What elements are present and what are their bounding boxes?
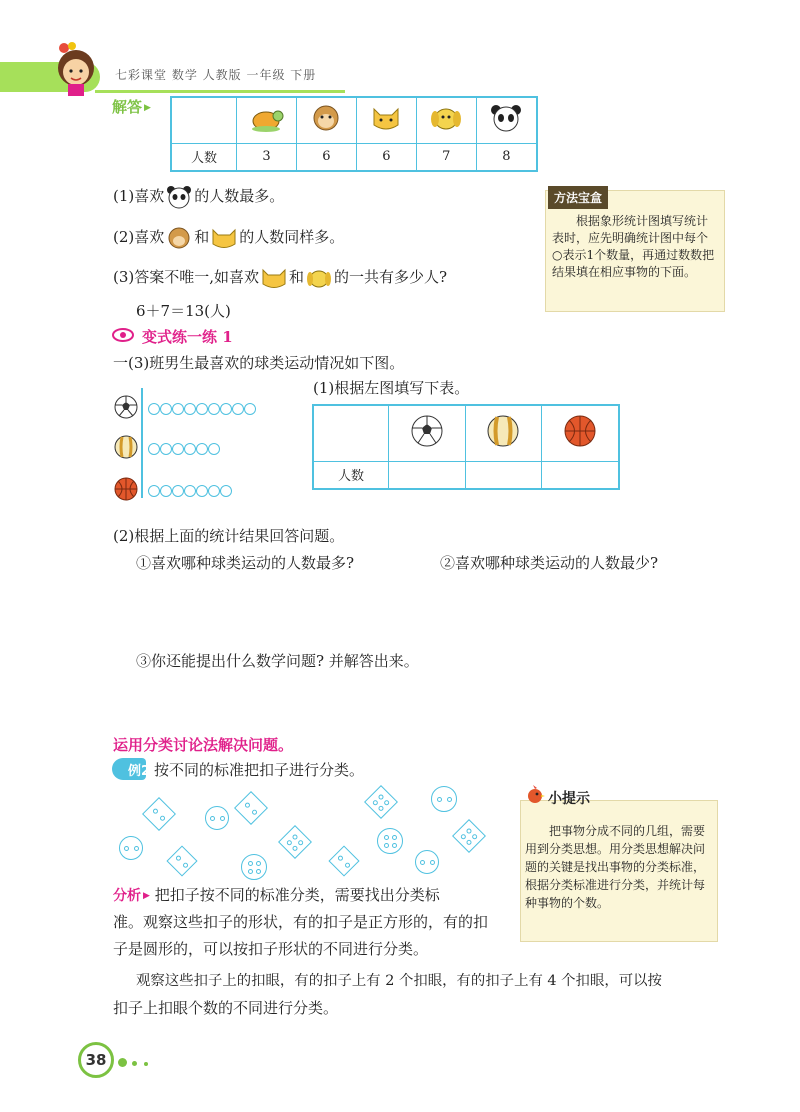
answer-q2: [113, 226, 344, 250]
tip-text: 把事物分成不同的几组，需要用到分类思想。用分类思想解决问题的关键是找出事物的分类标准，根据分类标准进行分类，并统计每种事物的个数。: [525, 824, 706, 910]
header-title: 七彩课堂 数学 人教版 一年级 下册: [115, 68, 317, 82]
page-dot: [118, 1058, 127, 1067]
pictograph-circle: [232, 403, 244, 415]
practice-question-c: ③你还能提出什么数学问题? 并解答出来。: [136, 652, 419, 670]
panda-icon: [164, 185, 194, 209]
square-button-2-holes: [328, 845, 359, 876]
pictograph-circle: [184, 443, 196, 455]
answer-table: [170, 96, 538, 172]
pictograph-circle: [184, 403, 196, 415]
practice-ball-cell: [542, 405, 620, 461]
analysis-line-3: 子是圆形的，可以按扣子形状的不同进行分类。: [113, 940, 429, 958]
pictograph-circle: [184, 485, 196, 497]
q2-suffix: 的人数同样多。: [239, 228, 345, 246]
basketball-icon: [113, 476, 139, 502]
example-heading: 运用分类讨论法解决问题。: [113, 736, 294, 754]
cat-icon: [368, 103, 404, 133]
mascot-girl-icon: [50, 38, 100, 98]
round-button-2-holes: [205, 806, 229, 830]
practice-question-a: ①喜欢哪种球类运动的人数最多?: [136, 554, 355, 572]
cat-icon: [209, 226, 239, 250]
analysis-line-5: 扣子上扣眼个数的不同进行分类。: [113, 999, 339, 1017]
q2-mid: 和: [194, 228, 210, 246]
practice-ball-cell: [389, 405, 466, 461]
square-button-2-holes: [166, 845, 197, 876]
pictograph-circle: [160, 443, 172, 455]
answer-row-label: 人数: [171, 143, 237, 171]
answer-q3: [113, 266, 447, 290]
answer-q1: [113, 185, 284, 209]
pictograph-circle: [196, 443, 208, 455]
q1-suffix: 的人数最多。: [194, 187, 285, 205]
dog-icon: [428, 103, 464, 133]
example-tag: 例2: [128, 764, 151, 779]
pictograph-circle: [196, 485, 208, 497]
answer-animal-cell: [296, 97, 356, 143]
pictograph-circle: [148, 443, 160, 455]
square-button-4-holes: [278, 825, 312, 859]
round-button-2-holes: [119, 836, 143, 860]
soccer-ball-icon: [113, 394, 139, 420]
pictograph-circle: [220, 403, 232, 415]
answer-label: 解答 ▶: [112, 96, 151, 117]
square-button-2-holes: [142, 797, 176, 831]
page-dot: [132, 1061, 137, 1066]
q3-mid: 和: [289, 268, 305, 286]
square-button-4-holes: [364, 785, 398, 819]
practice-answer-cell[interactable]: [465, 461, 542, 489]
square-button-4-holes: [452, 819, 486, 853]
pictograph-circle: [208, 403, 220, 415]
method-title: 方法宝盒: [548, 186, 608, 209]
pictograph-circle: [244, 403, 256, 415]
pictograph-circle: [160, 485, 172, 497]
practice-title: 变式练一练 1: [142, 328, 233, 346]
answer-animal-cell: [237, 97, 297, 143]
answer-count-cell: 3: [237, 143, 297, 171]
basketball-icon: [562, 413, 598, 449]
header-rule: [95, 90, 345, 93]
answer-count-cell: 8: [476, 143, 537, 171]
dog-icon: [304, 266, 334, 290]
monkey-icon: [308, 103, 344, 133]
bird-icon: [524, 784, 546, 806]
analysis-text-1: 把扣子按不同的标准分类，需要找出分类标: [154, 886, 440, 904]
answer-equation: 6＋7＝13(人): [136, 302, 231, 320]
pictograph-circle: [148, 403, 160, 415]
eye-icon: [112, 328, 134, 342]
round-button-4-holes: [241, 854, 267, 880]
pictograph-circle: [196, 403, 208, 415]
pictograph-circle: [172, 485, 184, 497]
pictograph-circle: [220, 485, 232, 497]
turtle-icon: [248, 103, 284, 133]
soccer-ball-icon: [409, 413, 445, 449]
practice-row-label: 人数: [313, 461, 389, 489]
example-prompt: 按不同的标准把扣子进行分类。: [154, 761, 365, 779]
pictograph-circle: [160, 403, 172, 415]
pictograph-circle: [148, 485, 160, 497]
pictograph-circle: [208, 443, 220, 455]
tip-title: 小提示: [548, 791, 590, 807]
pictograph-circle: [208, 485, 220, 497]
pictograph-row-basketball: [148, 482, 232, 501]
method-text: 根据象形统计图填写统计表时，应先明确统计图中每个○表示1个数量，再通过数数把结果填在相应事物的下面。: [552, 214, 715, 279]
pictograph-circle: [172, 443, 184, 455]
volleyball-icon: [485, 413, 521, 449]
pictograph-row-soccer: [148, 400, 256, 419]
analysis-line-4: 观察这些扣子上的扣眼，有的扣子上有 2 个扣眼，有的扣子上有 4 个扣眼，可以按: [136, 973, 662, 989]
q1-prefix: (1)喜欢: [113, 187, 165, 205]
practice-corner-cell: [313, 405, 389, 461]
q3-prefix: (3)答案不唯一,如喜欢: [113, 268, 260, 286]
practice-intro: 一(3)班男生最喜欢的球类运动情况如下图。: [113, 354, 405, 372]
cat-icon: [259, 266, 289, 290]
monkey-icon: [164, 226, 194, 250]
pictograph-circle: [172, 403, 184, 415]
answer-count-cell: 6: [356, 143, 416, 171]
answer-corner-cell: [171, 97, 237, 143]
panda-icon: [488, 103, 524, 133]
q3-suffix: 的一共有多少人?: [334, 268, 448, 286]
practice-table: [312, 404, 620, 490]
answer-animal-cell: [476, 97, 537, 143]
practice-sub2: (2)根据上面的统计结果回答问题。: [113, 527, 345, 545]
buttons-illustration: [105, 780, 505, 880]
practice-answer-cell[interactable]: [542, 461, 620, 489]
pictograph-axis: [141, 388, 143, 498]
analysis-line-1: [113, 885, 513, 906]
practice-answer-cell[interactable]: [389, 461, 466, 489]
practice-sub1: (1)根据左图填写下表。: [313, 379, 470, 397]
page-dot: [144, 1062, 148, 1066]
square-button-2-holes: [234, 791, 268, 825]
answer-count-cell: 6: [296, 143, 356, 171]
answer-animal-cell: [416, 97, 476, 143]
practice-question-b: ②喜欢哪种球类运动的人数最少?: [440, 554, 659, 572]
answer-count-cell: 7: [416, 143, 476, 171]
volleyball-icon: [113, 434, 139, 460]
analysis-line-2: 准。观察这些扣子的形状，有的扣子是正方形的，有的扣: [113, 913, 489, 931]
page-number: 38: [78, 1042, 114, 1078]
round-button-2-holes: [431, 786, 457, 812]
q2-prefix: (2)喜欢: [113, 228, 165, 246]
round-button-2-holes: [415, 850, 439, 874]
practice-ball-cell: [465, 405, 542, 461]
pictograph-row-volleyball: [148, 440, 220, 459]
round-button-4-holes: [377, 828, 403, 854]
answer-animal-cell: [356, 97, 416, 143]
analysis-label: 分析 ▶: [113, 888, 150, 904]
